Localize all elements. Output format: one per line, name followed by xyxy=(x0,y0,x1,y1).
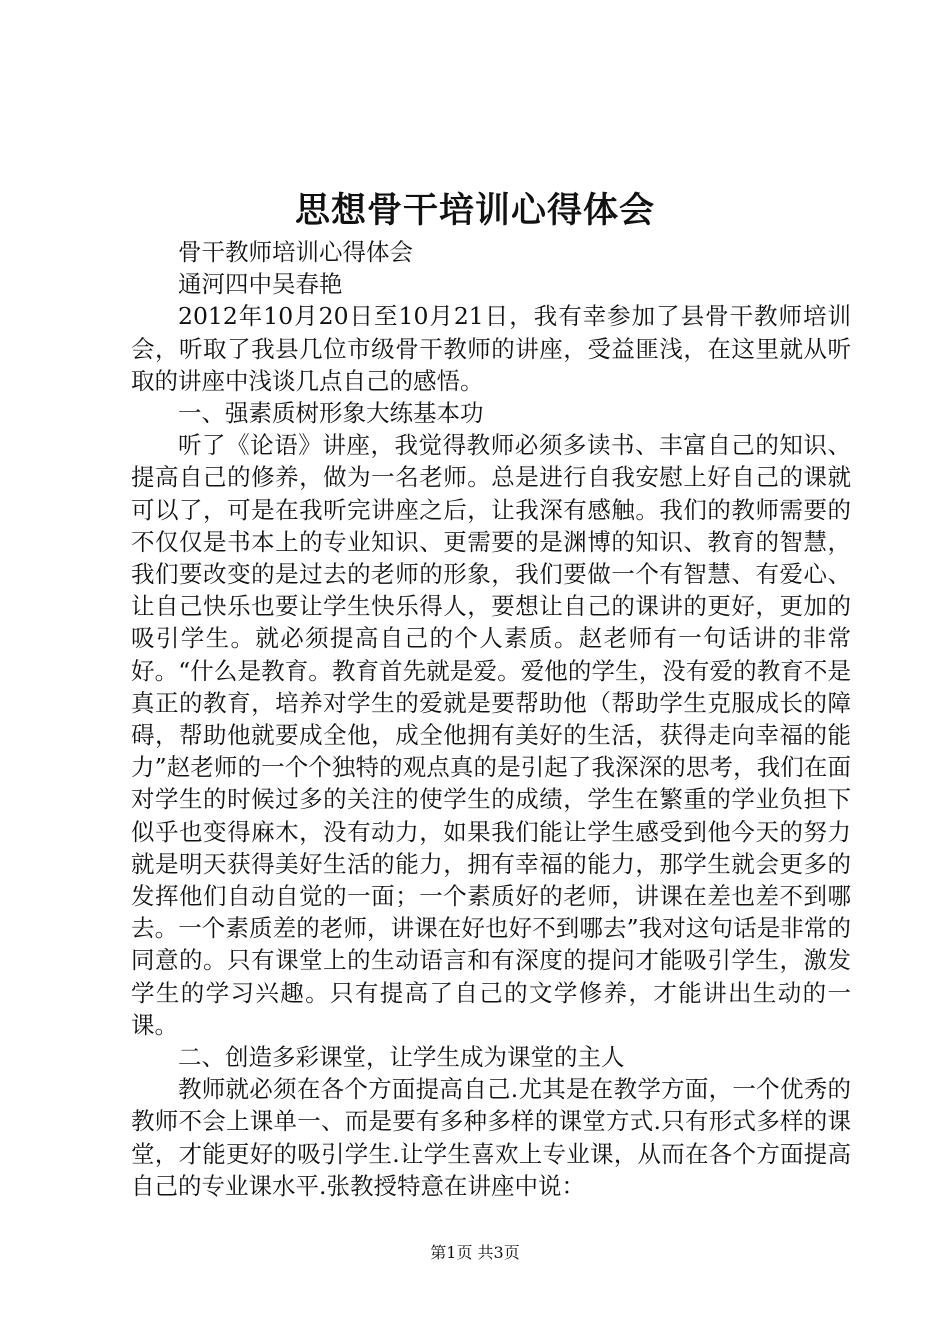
section-2-paragraph: 教师就必须在各个方面提高自己.尤其是在教学方面，一个优秀的教师不会上课单一、而是要有多种多样的课堂方式.只有形式多样的课堂，才能更好的吸引学生.让学生喜欢上专业课，从而在各个方面提高自己的专业课水平.张教授特意在讲座中说： xyxy=(131,1075,851,1200)
section-heading-2: 二、创造多彩课堂，让学生成为课堂的主人 xyxy=(178,1043,625,1072)
section-1-paragraph: 听了《论语》讲座，我觉得教师必须多读书、丰富自己的知识、提高自己的修养，做为一名老师。总是进行自我安慰上好自己的课就可以了，可是在我听完讲座之后，让我深有感触。我们的教师需要的不仅仅是书本上的专业知识、更需要的是渊博的知识、教育的智慧，我们要改变的是过去的老师的形象，我们要做一个有智慧、有爱心、让自己快乐也要让学生快乐得人，要想让自己的课讲的更好，更加的吸引学生。就必须提高自己的个人素质。赵老师有一句话讲的非常好。“什么是教育。教育首先就是爱。爱他的学生，没有爱的教育不是真正的教育，培养对学生的爱就是要帮助他（帮助学生克服成长的障碍，帮助他就要成全他，成全他拥有美好的生活，获得走向幸福的能力”赵老师的一个个独特的观点真的是引起了我深深的思考，我们在面对学生的时候过多的关注的使学生的成绩，学生在繁重的学业负担下似乎也变得麻木，没有动力，如果我们能让学生感受到他今天的努力就是明天获得美好生活的能力，拥有幸福的能力，那学生就会更多的发挥他们自动自觉的一面；一个素质好的老师，讲课在差也差不到哪去。一个素质差的老师，讲课在好也好不到哪去”我对这句话是非常的同意的。只有课堂上的生动语言和有深度的提问才能吸引学生，激发学生的学习兴趣。只有提高了自己的文学修养，才能讲出生动的一课。 xyxy=(131,431,851,1039)
page-footer: 第1页 共3页 xyxy=(430,1243,520,1262)
document-body xyxy=(131,236,851,1202)
subtitle-paragraph: 骨干教师培训心得体会 xyxy=(178,238,413,266)
intro-paragraph: 2012年10月20日至10月21日，我有幸参加了县骨干教师培训会，听取了我县几位市级骨干教师的讲座，受益匪浅，在这里就从听取的讲座中浅谈几点自己的感悟。 xyxy=(131,302,851,395)
section-heading-1: 一、强素质树形象大练基本功 xyxy=(178,399,484,428)
document-title: 思想骨干培训心得体会 xyxy=(294,190,655,231)
author-paragraph: 通河四中吴春艳 xyxy=(178,270,343,299)
